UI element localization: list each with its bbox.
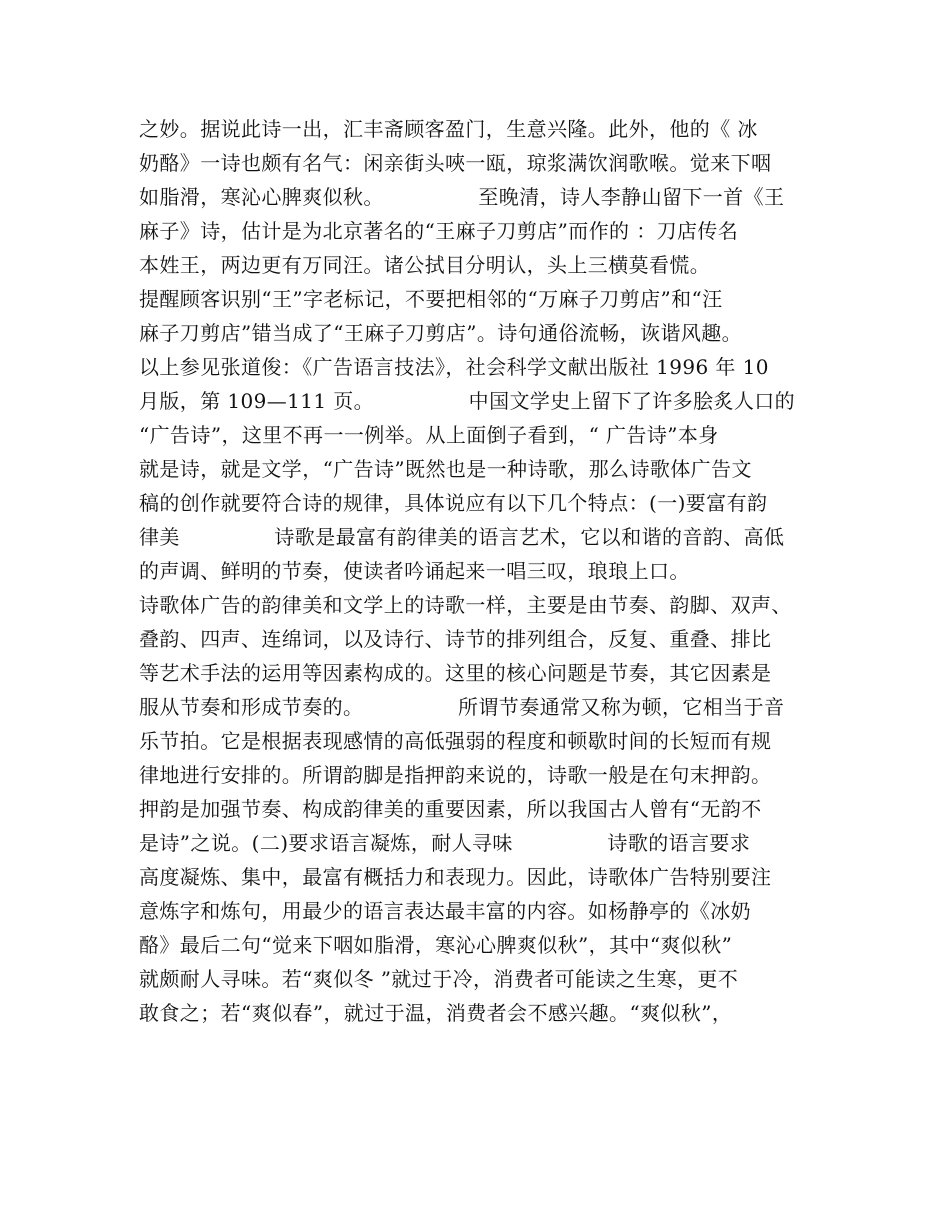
text-line: 就颇耐人寻味。若“爽似冬 ”就过于冷，消费者可能读之生寒，更不 — [139, 967, 739, 991]
text-line: 是诗”之说。(二)要求语言凝炼，耐人寻味 诗歌的语言要求 — [139, 831, 751, 855]
text-line: 叠韵、四声、连绵词，以及诗行、诗节的排列组合，反复、重叠、排比 — [139, 627, 772, 651]
text-line: 麻子刀剪店”错当成了“王麻子刀剪店”。诗句通俗流畅，诙谐风趣。 — [139, 321, 743, 345]
body-text — [139, 112, 829, 1030]
text-line: 麻子》诗，估计是为北京著名的“王麻子刀剪店”而作的 ：刀店传名 — [139, 219, 739, 243]
text-line: 意炼字和炼句，用最少的语言表达最丰富的内容。如杨静亭的《冰奶 — [139, 899, 751, 923]
text-line: 提醒顾客识别“王”字老标记，不要把相邻的“万麻子刀剪店”和“汪 — [139, 287, 723, 311]
text-line: “广告诗”，这里不再一一例举。从上面倒子看到，“ 广告诗”本身 — [139, 423, 719, 447]
text-line: 就是诗，就是文学，“广告诗”既然也是一种诗歌，那么诗歌体广告文 — [139, 457, 752, 481]
text-line: 月版，第 109—111 页。 中国文学史上留下了许多脍炙人口的 — [139, 389, 796, 413]
text-line: 之妙。据说此诗一出，汇丰斋顾客盈门，生意兴隆。此外，他的《 冰 — [139, 117, 758, 141]
text-line: 律地进行安排的。所谓韵脚是指押韵来说的，诗歌一般是在句末押韵。 — [139, 763, 772, 787]
text-line: 高度凝炼、集中，最富有概括力和表现力。因此，诗歌体广告特别要注 — [139, 865, 772, 889]
text-line: 押韵是加强节奏、构成韵律美的重要因素，所以我国古人曾有“无韵不 — [139, 797, 762, 821]
text-line: 如脂滑，寒沁心脾爽似秋。 至晚清，诗人李静山留下一首《王 — [139, 185, 785, 209]
text-line: 律美 诗歌是最富有韵律美的语言艺术，它以和谐的音韵、高低 — [139, 525, 785, 549]
text-line: 本姓王，两边更有万同汪。诸公拭目分明认，头上三横莫看慌。 — [139, 253, 711, 277]
text-line: 稿的创作就要符合诗的规律，具体说应有以下几个特点：(一)要富有韵 — [139, 491, 768, 515]
text-line: 乐节拍。它是根据表现感情的高低强弱的程度和顿歇时间的长短而有规 — [139, 729, 772, 753]
text-line: 等艺术手法的运用等因素构成的。这里的核心问题是节奏，其它因素是 — [139, 661, 772, 685]
text-line: 奶酪》一诗也颇有名气：闲亲街头唊一瓯，琼浆满饮润歌喉。觉来下咽 — [139, 151, 772, 175]
text-line: 的声调、鲜明的节奏，使读者吟诵起来一唱三叹，琅琅上口。 — [139, 559, 690, 583]
text-line: 以上参见张道俊：《广告语言技法》，社会科学文献出版社 1996 年 10 — [139, 355, 769, 379]
text-line: 敢食之；若“爽似春”，就过于温，消费者会不感兴趣。“爽似秋”， — [139, 1001, 733, 1025]
text-line: 酪》最后二句“觉来下咽如脂滑，寒沁心脾爽似秋”，其中“爽似秋” — [139, 933, 733, 957]
text-line: 服从节奏和形成节奏的。 所谓节奏通常又称为顿，它相当于音 — [139, 695, 785, 719]
text-line: 诗歌体广告的韵律美和文学上的诗歌一样，主要是由节奏、韵脚、双声、 — [139, 593, 792, 617]
